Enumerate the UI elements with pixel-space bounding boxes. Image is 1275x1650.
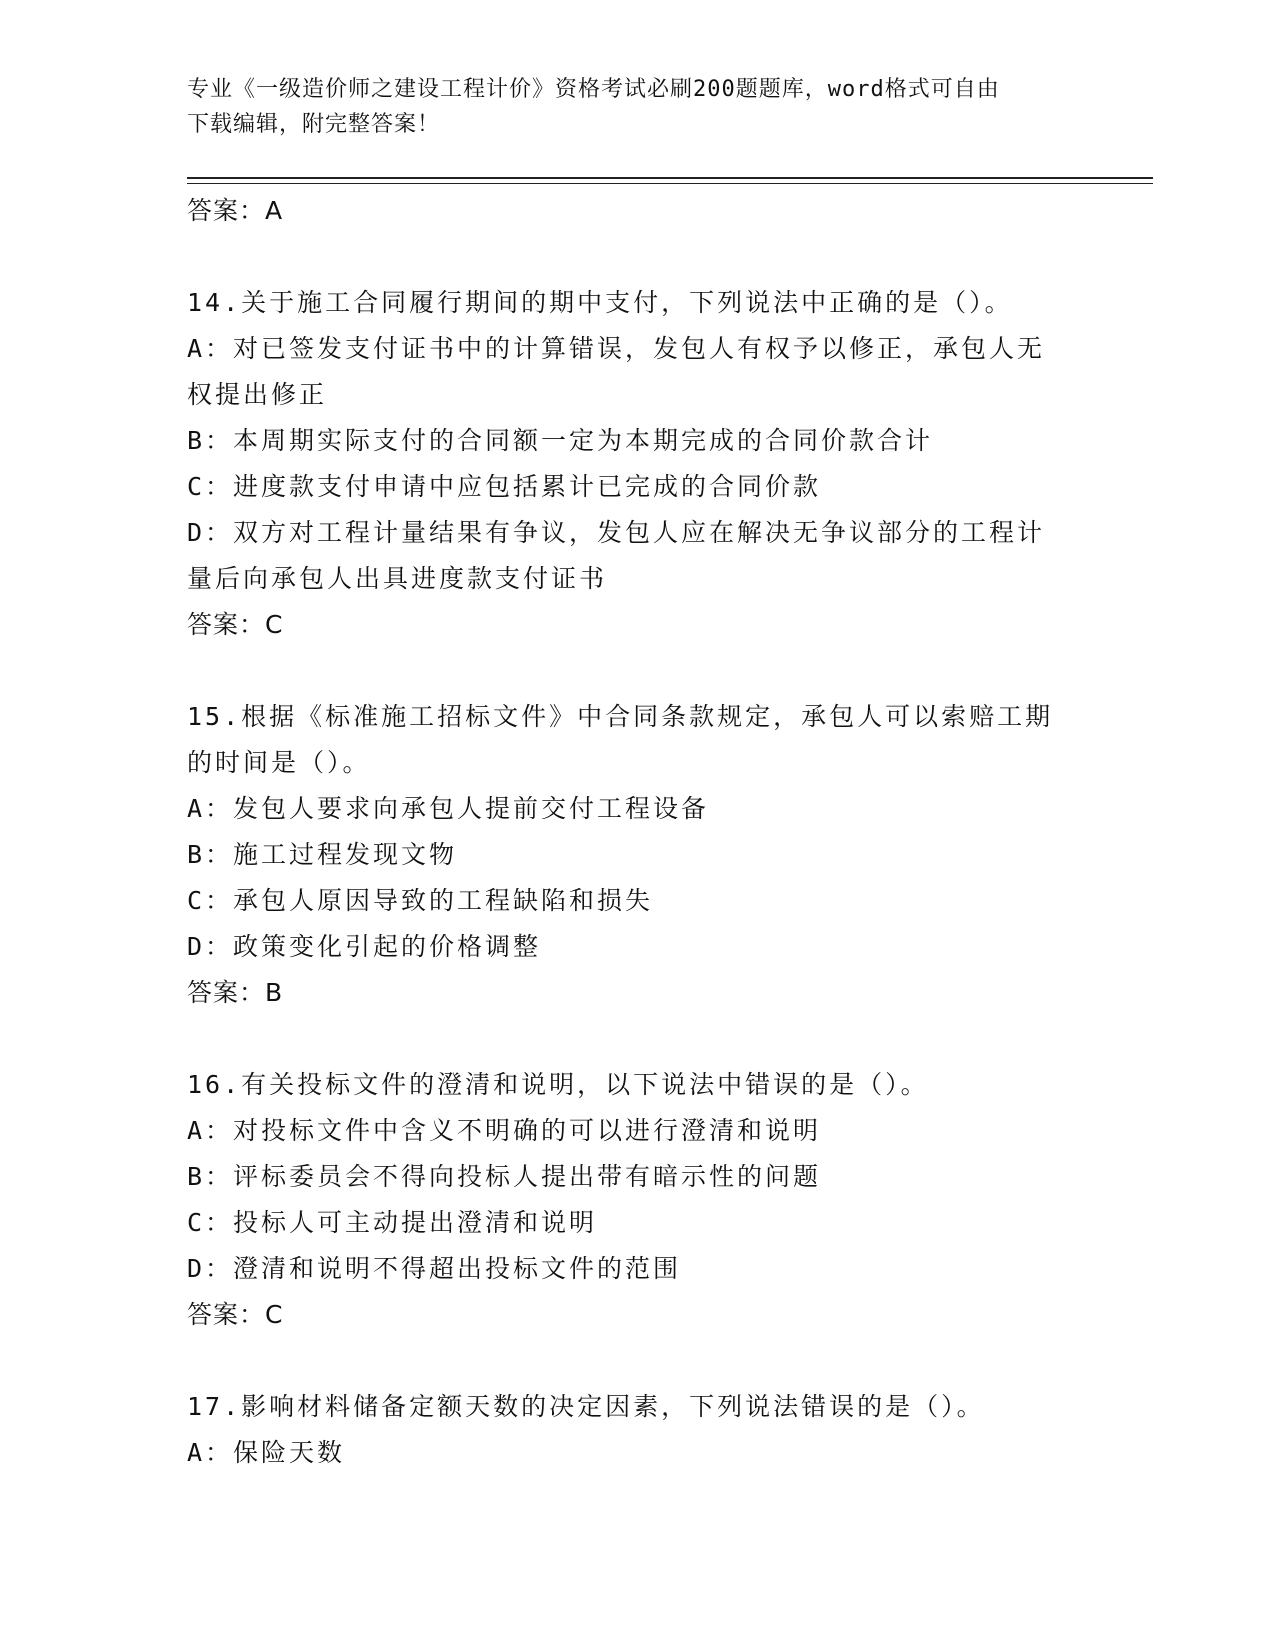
question-17-option-a: A：保险天数 — [187, 1438, 346, 1467]
answer-16: 答案：C — [187, 1300, 284, 1329]
question-16 — [187, 1062, 1087, 1338]
header-line-1: 专业《一级造价师之建设工程计价》资格考试必刷200题题库，word格式可自由 — [187, 77, 1000, 102]
spacer — [187, 1338, 1087, 1384]
question-16-option-c: C：投标人可主动提出澄清和说明 — [187, 1208, 598, 1237]
question-14-option-c: C：进度款支付申请中应包括累计已完成的合同价款 — [187, 472, 822, 501]
question-14 — [187, 280, 1087, 648]
question-16-option-d: D：澄清和说明不得超出投标文件的范围 — [187, 1254, 682, 1283]
question-14-option-a-cont: 权提出修正 — [187, 380, 328, 409]
question-14-option-d: D：双方对工程计量结果有争议，发包人应在解决无争议部分的工程计 — [187, 518, 1046, 547]
question-list — [187, 188, 1087, 1476]
spacer — [187, 648, 1087, 694]
question-15-stem: 15.根据《标准施工招标文件》中合同条款规定，承包人可以索赔工期 — [187, 702, 1054, 731]
answer-13: 答案：A — [187, 196, 284, 225]
question-14-stem: 14.关于施工合同履行期间的期中支付，下列说法中正确的是（）。 — [187, 288, 1013, 317]
question-16-stem: 16.有关投标文件的澄清和说明，以下说法中错误的是（）。 — [187, 1070, 929, 1099]
spacer — [187, 234, 1087, 280]
header-divider-thin — [187, 183, 1153, 184]
question-17-stem: 17.影响材料储备定额天数的决定因素，下列说法错误的是（）。 — [187, 1392, 985, 1421]
question-15-option-d: D：政策变化引起的价格调整 — [187, 932, 542, 961]
spacer — [187, 1016, 1087, 1062]
question-15 — [187, 694, 1087, 1016]
question-15-option-b: B：施工过程发现文物 — [187, 840, 458, 869]
question-17 — [187, 1384, 1087, 1476]
question-15-stem-cont: 的时间是（）。 — [187, 748, 371, 777]
question-16-option-b: B：评标委员会不得向投标人提出带有暗示性的问题 — [187, 1162, 822, 1191]
question-16-option-a: A：对投标文件中含义不明确的可以进行澄清和说明 — [187, 1116, 822, 1145]
answer-15: 答案：B — [187, 978, 284, 1007]
question-15-option-a: A：发包人要求向承包人提前交付工程设备 — [187, 794, 710, 823]
document-header — [187, 72, 1087, 142]
question-15-option-c: C：承包人原因导致的工程缺陷和损失 — [187, 886, 654, 915]
question-14-option-d-cont: 量后向承包人出具进度款支付证书 — [187, 564, 608, 593]
header-line-2: 下载编辑，附完整答案！ — [187, 112, 441, 137]
answer-14: 答案：C — [187, 610, 284, 639]
header-divider-thick — [187, 177, 1153, 179]
question-14-option-b: B：本周期实际支付的合同额一定为本期完成的合同价款合计 — [187, 426, 934, 455]
question-14-option-a: A：对已签发支付证书中的计算错误，发包人有权予以修正，承包人无 — [187, 334, 1046, 363]
